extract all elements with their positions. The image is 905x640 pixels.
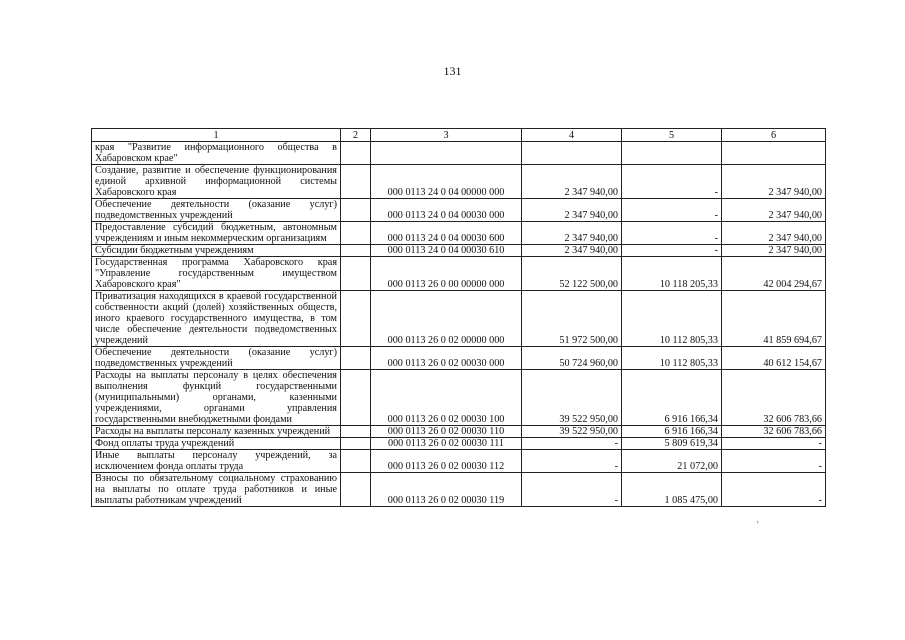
row-col2-cell [341,473,371,507]
table-row [92,165,826,199]
row-col2-cell [341,245,371,257]
row-col6-cell: - [722,473,826,507]
row-name-cell: Приватизация находящихся в краевой государственной собственности акций (долей) хозяйственных обществ, иного краевого государственного имущества, в том числе обеспечение деятельности подведомственных учреждений [92,291,341,347]
row-name-cell: Расходы на выплаты персоналу в целях обеспечения выполнения функций государственными (муниципальными) органами, казенными учреждениями, органами управления государственными внебюджетными фондами [92,370,341,426]
row-name-cell: Государственная программа Хабаровского края "Управление государственным имуществом Хабаровского края" [92,257,341,291]
row-col4-cell: - [522,438,622,450]
row-col6-cell: 32 606 783,66 [722,370,826,426]
row-col2-cell [341,291,371,347]
row-col4-cell: 2 347 940,00 [522,165,622,199]
row-name-cell: Фонд оплаты труда учреждений [92,438,341,450]
table-row [92,257,826,291]
stray-mark: ʼ [756,520,760,531]
column-header-6: 6 [722,129,826,142]
row-name-cell: Обеспечение деятельности (оказание услуг) подведомственных учреждений [92,347,341,370]
row-code-cell: 000 0113 26 0 02 00030 111 [371,438,522,450]
row-name-cell: Обеспечение деятельности (оказание услуг) подведомственных учреждений [92,199,341,222]
table-row [92,473,826,507]
page-number: 131 [443,64,462,78]
row-col6-cell: 41 859 694,67 [722,291,826,347]
row-col6-cell: 2 347 940,00 [722,199,826,222]
row-col5-cell: - [622,199,722,222]
table-row [92,438,826,450]
row-col2-cell [341,370,371,426]
row-col6-cell: - [722,438,826,450]
row-col4-cell: 39 522 950,00 [522,370,622,426]
row-col4-cell: - [522,473,622,507]
row-col5-cell: - [622,165,722,199]
table-row [92,245,826,257]
row-col2-cell [341,165,371,199]
row-col6-cell: 2 347 940,00 [722,245,826,257]
row-col5-cell: 5 809 619,34 [622,438,722,450]
row-col5-cell [622,142,722,165]
table-row [92,291,826,347]
row-code-cell [371,142,522,165]
budget-table [91,128,826,507]
row-col6-cell: 42 004 294,67 [722,257,826,291]
row-col4-cell: 39 522 950,00 [522,426,622,438]
row-col4-cell: 52 122 500,00 [522,257,622,291]
row-name-cell: края "Развитие информационного общества в Хабаровском крае" [92,142,341,165]
row-col4-cell: 2 347 940,00 [522,222,622,245]
row-code-cell: 000 0113 24 0 04 00000 000 [371,165,522,199]
table-row [92,426,826,438]
row-code-cell: 000 0113 26 0 02 00030 110 [371,426,522,438]
row-code-cell: 000 0113 26 0 02 00030 119 [371,473,522,507]
row-col2-cell [341,426,371,438]
row-col5-cell: 10 118 205,33 [622,257,722,291]
row-col6-cell: - [722,450,826,473]
table-row [92,222,826,245]
row-col2-cell [341,438,371,450]
column-header-2: 2 [341,129,371,142]
table-row [92,370,826,426]
row-col2-cell [341,199,371,222]
row-col5-cell: 1 085 475,00 [622,473,722,507]
row-col6-cell: 40 612 154,67 [722,347,826,370]
column-header-4: 4 [522,129,622,142]
row-col5-cell: - [622,222,722,245]
row-col6-cell: 32 606 783,66 [722,426,826,438]
row-col4-cell: 50 724 960,00 [522,347,622,370]
row-col6-cell [722,142,826,165]
row-col2-cell [341,257,371,291]
row-code-cell: 000 0113 26 0 02 00030 112 [371,450,522,473]
row-col2-cell [341,347,371,370]
column-header-3: 3 [371,129,522,142]
row-col2-cell [341,142,371,165]
row-col2-cell [341,222,371,245]
row-code-cell: 000 0113 24 0 04 00030 610 [371,245,522,257]
row-col5-cell: 21 072,00 [622,450,722,473]
row-col6-cell: 2 347 940,00 [722,165,826,199]
row-code-cell: 000 0113 26 0 00 00000 000 [371,257,522,291]
row-col2-cell [341,450,371,473]
row-name-cell: Взносы по обязательному социальному страхованию на выплаты по оплате труда работников и иные выплаты работникам учреждений [92,473,341,507]
table-row [92,199,826,222]
row-name-cell: Расходы на выплаты персоналу казенных учреждений [92,426,341,438]
row-name-cell: Предоставление субсидий бюджетным, автономным учреждениям и иным некоммерческим организациям [92,222,341,245]
row-col5-cell: 10 112 805,33 [622,291,722,347]
row-code-cell: 000 0113 26 0 02 00030 000 [371,347,522,370]
row-col4-cell: - [522,450,622,473]
row-col5-cell: - [622,245,722,257]
row-code-cell: 000 0113 26 0 02 00000 000 [371,291,522,347]
row-col5-cell: 10 112 805,33 [622,347,722,370]
row-name-cell: Иные выплаты персоналу учреждений, за исключением фонда оплаты труда [92,450,341,473]
row-col4-cell: 51 972 500,00 [522,291,622,347]
table-row [92,142,826,165]
column-header-1: 1 [92,129,341,142]
column-header-5: 5 [622,129,722,142]
table-row [92,347,826,370]
row-col4-cell: 2 347 940,00 [522,245,622,257]
row-code-cell: 000 0113 26 0 02 00030 100 [371,370,522,426]
row-col5-cell: 6 916 166,34 [622,426,722,438]
row-name-cell: Создание, развитие и обеспечение функционирования единой архивной информационной системы Хабаровского края [92,165,341,199]
row-name-cell: Субсидии бюджетным учреждениям [92,245,341,257]
table-row [92,450,826,473]
row-col4-cell [522,142,622,165]
table-header-row [92,129,826,142]
row-col4-cell: 2 347 940,00 [522,199,622,222]
row-code-cell: 000 0113 24 0 04 00030 000 [371,199,522,222]
row-col6-cell: 2 347 940,00 [722,222,826,245]
row-code-cell: 000 0113 24 0 04 00030 600 [371,222,522,245]
row-col5-cell: 6 916 166,34 [622,370,722,426]
